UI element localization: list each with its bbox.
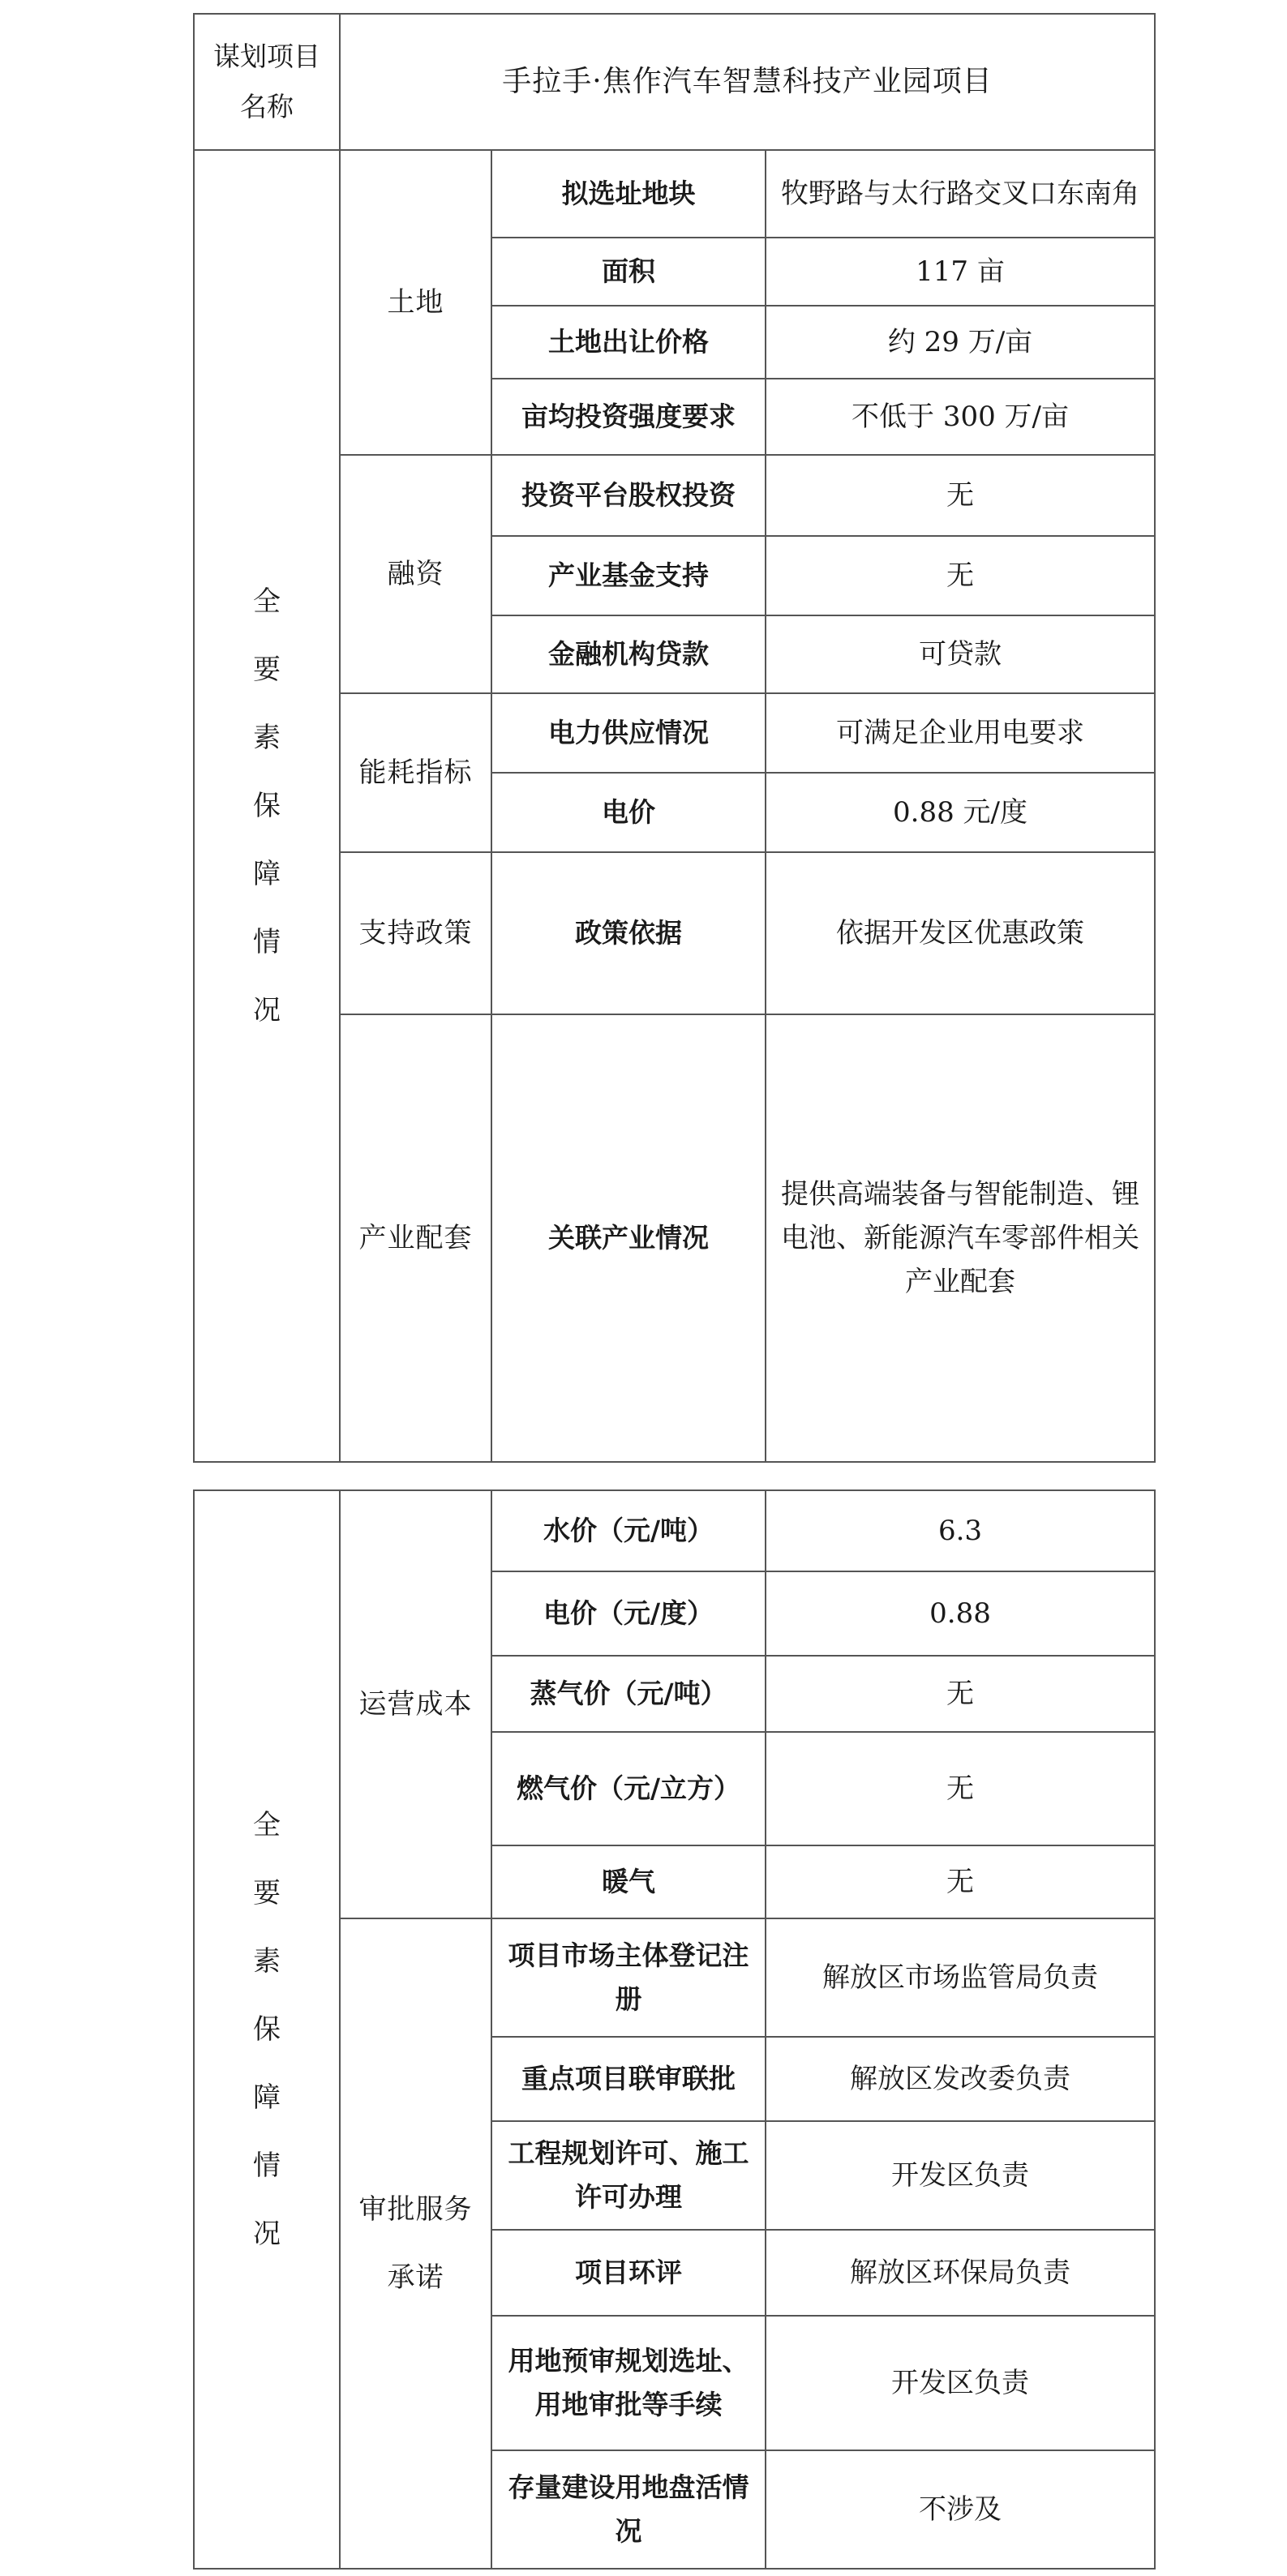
group-label-land: 土地 bbox=[340, 150, 491, 455]
item-label: 电价（元/度） bbox=[491, 1571, 766, 1656]
project-name-value: 手拉手·焦作汽车智慧科技产业园项目 bbox=[340, 14, 1155, 150]
item-value: 解放区发改委负责 bbox=[766, 2037, 1155, 2121]
item-value: 依据开发区优惠政策 bbox=[766, 852, 1155, 1014]
project-factor-table-1 bbox=[193, 13, 1156, 1463]
item-value: 无 bbox=[766, 536, 1155, 615]
item-label: 拟选址地块 bbox=[491, 150, 766, 238]
header-row bbox=[194, 14, 1155, 150]
group-label-operating-cost: 运营成本 bbox=[340, 1490, 491, 1918]
item-label: 燃气价（元/立方） bbox=[491, 1732, 766, 1845]
section-label: 全要素保障情况 bbox=[194, 150, 340, 1462]
item-value: 117 亩 bbox=[766, 238, 1155, 306]
item-value: 不涉及 bbox=[766, 2450, 1155, 2569]
group-label-policy: 支持政策 bbox=[340, 852, 491, 1014]
item-value: 无 bbox=[766, 1732, 1155, 1845]
item-value: 解放区环保局负责 bbox=[766, 2230, 1155, 2316]
project-name-label: 谋划项目 名称 bbox=[194, 14, 340, 150]
item-label: 政策依据 bbox=[491, 852, 766, 1014]
item-label: 存量建设用地盘活情况 bbox=[491, 2450, 766, 2569]
item-label: 产业基金支持 bbox=[491, 536, 766, 615]
item-label: 土地出让价格 bbox=[491, 306, 766, 379]
item-value: 牧野路与太行路交叉口东南角 bbox=[766, 150, 1155, 238]
item-label: 水价（元/吨） bbox=[491, 1490, 766, 1571]
item-label: 亩均投资强度要求 bbox=[491, 379, 766, 455]
item-label: 蒸气价（元/吨） bbox=[491, 1656, 766, 1732]
item-label: 项目环评 bbox=[491, 2230, 766, 2316]
group-label-energy: 能耗指标 bbox=[340, 693, 491, 852]
item-value: 0.88 元/度 bbox=[766, 773, 1155, 852]
item-value: 开发区负责 bbox=[766, 2316, 1155, 2450]
group-label-financing: 融资 bbox=[340, 455, 491, 693]
item-label: 重点项目联审联批 bbox=[491, 2037, 766, 2121]
item-value: 提供高端装备与智能制造、锂电池、新能源汽车零部件相关产业配套 bbox=[766, 1014, 1155, 1462]
item-label: 金融机构贷款 bbox=[491, 615, 766, 693]
item-value: 无 bbox=[766, 1845, 1155, 1918]
group-label-industry: 产业配套 bbox=[340, 1014, 491, 1462]
table-row bbox=[194, 1490, 1155, 1571]
item-value: 6.3 bbox=[766, 1490, 1155, 1571]
item-label: 电力供应情况 bbox=[491, 693, 766, 773]
item-value: 约 29 万/亩 bbox=[766, 306, 1155, 379]
item-value: 无 bbox=[766, 455, 1155, 536]
item-label: 工程规划许可、施工许可办理 bbox=[491, 2121, 766, 2230]
item-value: 0.88 bbox=[766, 1571, 1155, 1656]
item-value: 开发区负责 bbox=[766, 2121, 1155, 2230]
item-value: 无 bbox=[766, 1656, 1155, 1732]
item-value: 可贷款 bbox=[766, 615, 1155, 693]
item-value: 不低于 300 万/亩 bbox=[766, 379, 1155, 455]
item-label: 项目市场主体登记注册 bbox=[491, 1918, 766, 2037]
table-row bbox=[194, 150, 1155, 238]
item-label: 用地预审规划选址、用地审批等手续 bbox=[491, 2316, 766, 2450]
item-label: 面积 bbox=[491, 238, 766, 306]
item-value: 解放区市场监管局负责 bbox=[766, 1918, 1155, 2037]
item-label: 暖气 bbox=[491, 1845, 766, 1918]
group-label-approval: 审批服务承诺 bbox=[340, 1918, 491, 2569]
item-label: 投资平台股权投资 bbox=[491, 455, 766, 536]
project-factor-table-2 bbox=[193, 1489, 1156, 2570]
item-label: 关联产业情况 bbox=[491, 1014, 766, 1462]
item-label: 电价 bbox=[491, 773, 766, 852]
item-value: 可满足企业用电要求 bbox=[766, 693, 1155, 773]
section-label: 全要素保障情况 bbox=[194, 1490, 340, 2569]
